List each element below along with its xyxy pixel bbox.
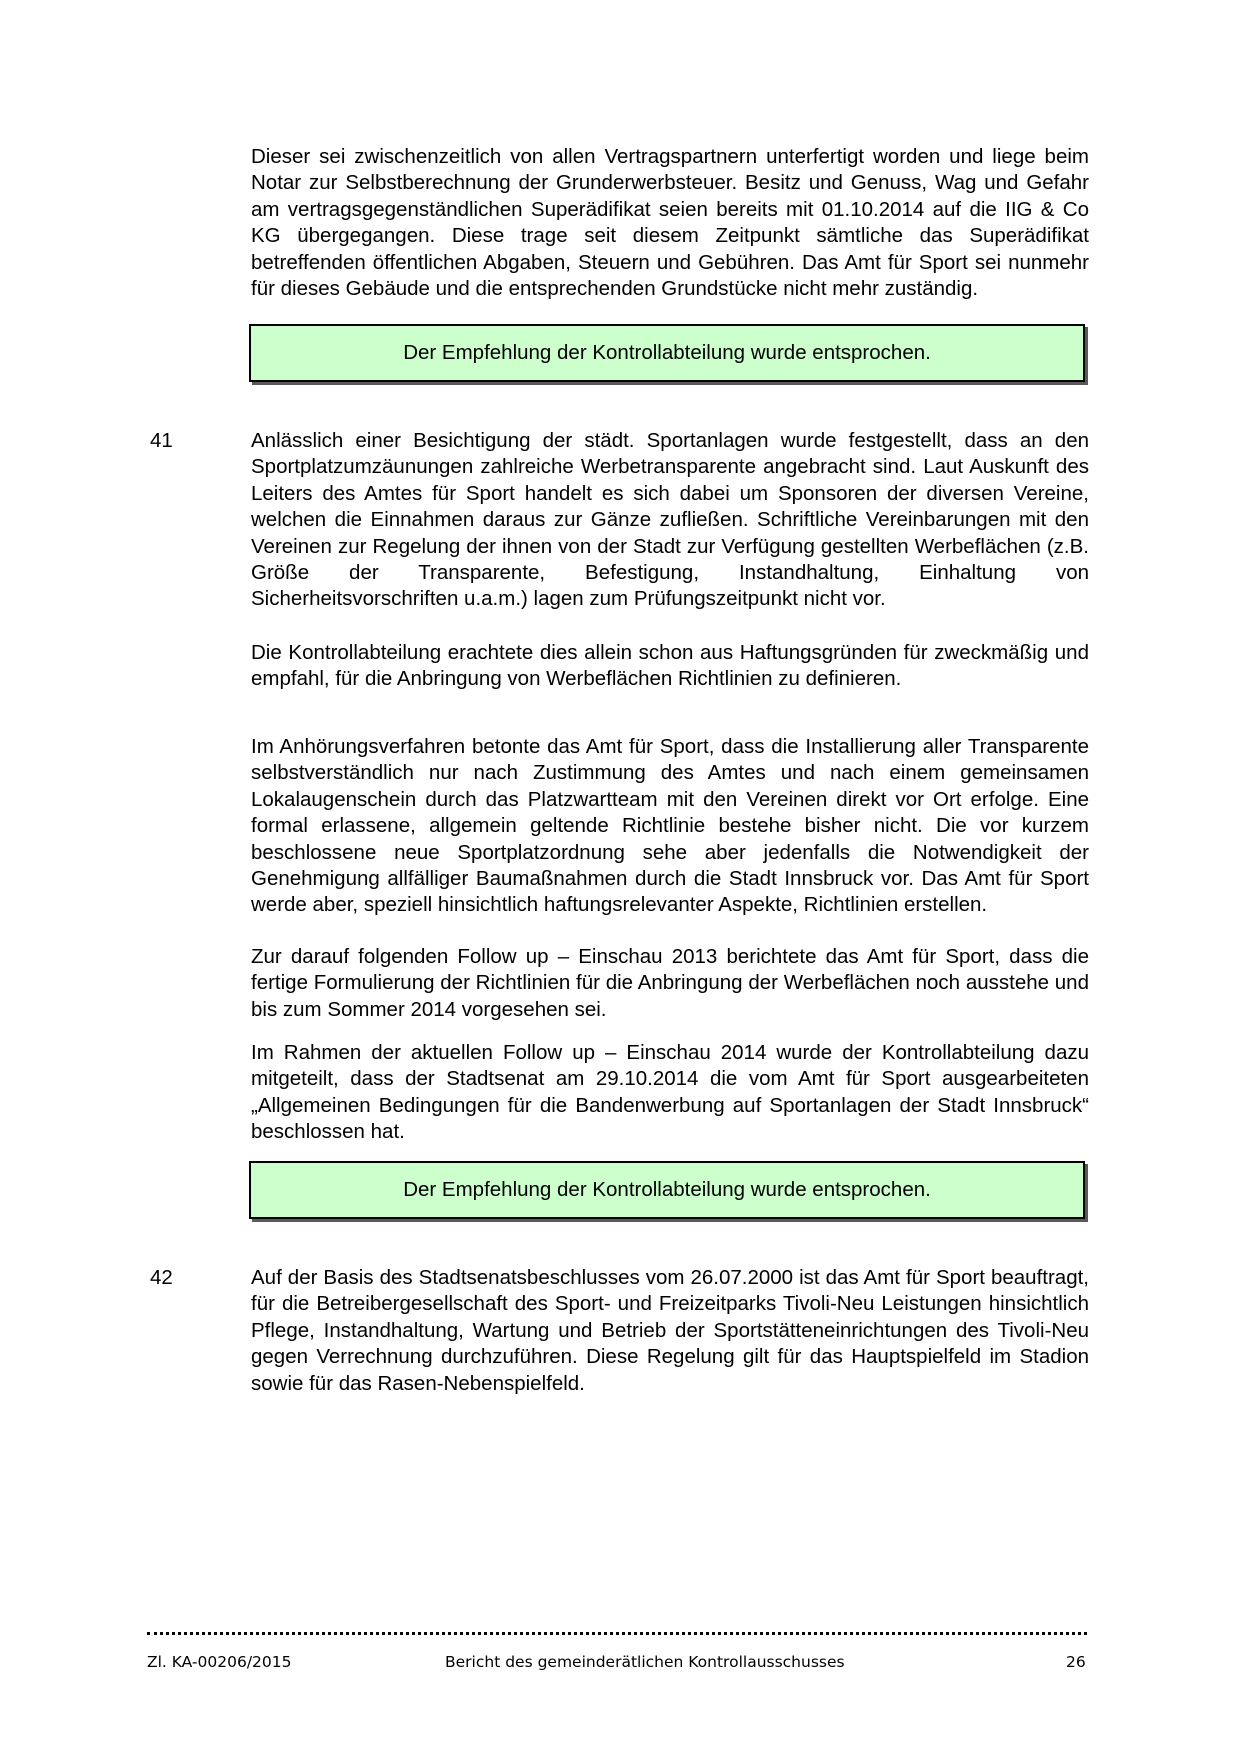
paragraph-hearing-procedure: Im Anhörungsverfahren betonte das Amt für Sport, dass die Installierung aller Transparente selbstverständlich nur nach Zustimmung des Amtes und nach einem gemeinsamen Lokalaugenschein durch das Platzwartteam mit den Vereinen direkt vor Ort erfolge. Eine formal erlassene, allgemein geltende Richtlinie bestehe bisher nicht. Die vor kurzem beschlossene neue Sportplatzordnung sehe aber jedenfalls die Notwendigkeit der Genehmigung allfälliger Baumaßnahmen durch die Stadt Innsbruck vor. Das Amt für Sport werde aber, speziell hinsichtlich haftungsrelevanter Aspekte, Richtlinien erstellen. [251,735,1089,917]
paragraph-recommendation: Die Kontrollabteilung erachtete dies allein schon aus Haftungsgründen für zweckmäßig und empfahl, für die Anbringung von Werbeflächen Richtlinien zu definieren. [251,641,1089,691]
result-box-recommendation-followed: Der Empfehlung der Kontrollabteilung wurde entsprochen. [249,324,1085,382]
paragraph-intro: Dieser sei zwischenzeitlich von allen Vertragspartnern unterfertigt worden und liege beim Notar zur Selbstberechnung der Grunderwerbsteuer. Besitz und Genuss, Wag und Gefahr am vertragsgegenständlichen Superädifikat seien bereits mit 01.10.2014 auf die IIG & Co KG übergegangen. Diese trage seit diesem Zeitpunkt sämtliche das Superädifikat betreffenden öffentlichen Abgaben, Steuern und Gebühren. Das Amt für Sport sei nunmehr für dieses Gebäude und die entsprechenden Grundstücke nicht mehr zuständig. [251,145,1089,301]
paragraph-41-text: Anlässlich einer Besichtigung der städt. Sportanlagen wurde festgestellt, dass an den Sportplatzumzäunungen zahlreiche Werbetransparente angebracht sind. Laut Auskunft des Leiters des Amtes für Sport handelt es sich dabei um Sponsoren der diversen Vereine, welchen die Einnahmen daraus zur Gänze zufließen. Schriftliche Vereinbarungen mit den Vereinen zur Regelung der ihnen von der Stadt zur Verfügung gestellten Werbeflächen (z.B. Größe der Transparente, Befestigung, Instandhaltung, Einhaltung von Sicherheitsvorschriften u.a.m.) lagen zum Prüfungszeitpunkt nicht vor. [251,429,1089,611]
paragraph-follow-up-2014: Im Rahmen der aktuellen Follow up – Einschau 2014 wurde der Kontrollabteilung dazu mitgeteilt, dass der Stadtsenat am 29.10.2014 die vom Amt für Sport ausgearbeiteten „Allgemeinen Bedingungen für die Bandenwerbung auf Sportanlagen der Stadt Innsbruck“ beschlossen hat. [251,1041,1089,1144]
footer-title: Bericht des gemeinderätlichen Kontrollausschusses [445,1653,845,1671]
paragraph-number-41: 41 [150,429,173,452]
paragraph-follow-up-2013: Zur darauf folgenden Follow up – Einschau 2013 berichtete das Amt für Sport, dass die fertige Formulierung der Richtlinien für die Anbringung der Werbeflächen noch ausstehe und bis zum Sommer 2014 vorgesehen sei. [251,945,1089,1021]
result-box-recommendation-followed-2: Der Empfehlung der Kontrollabteilung wurde entsprochen. [249,1161,1085,1219]
footer-page-number: 26 [1066,1653,1086,1671]
footer-reference: Zl. KA-00206/2015 [147,1653,292,1671]
paragraph-42-text: Auf der Basis des Stadtsenatsbeschlusses vom 26.07.2000 ist das Amt für Sport beauftragt, für die Betreibergesellschaft des Sport- und Freizeitparks Tivoli-Neu Leistungen hinsichtlich Pflege, Instandhaltung, Wartung und Betrieb der Sportstätteneinrichtungen des Tivoli-Neu gegen Verrechnung durchzuführen. Diese Regelung gilt für das Hauptspielfeld im Stadion sowie für das Rasen-Nebenspielfeld. [251,1266,1089,1395]
footer-dotted-separator [147,1632,1087,1635]
paragraph-number-42: 42 [150,1266,173,1289]
